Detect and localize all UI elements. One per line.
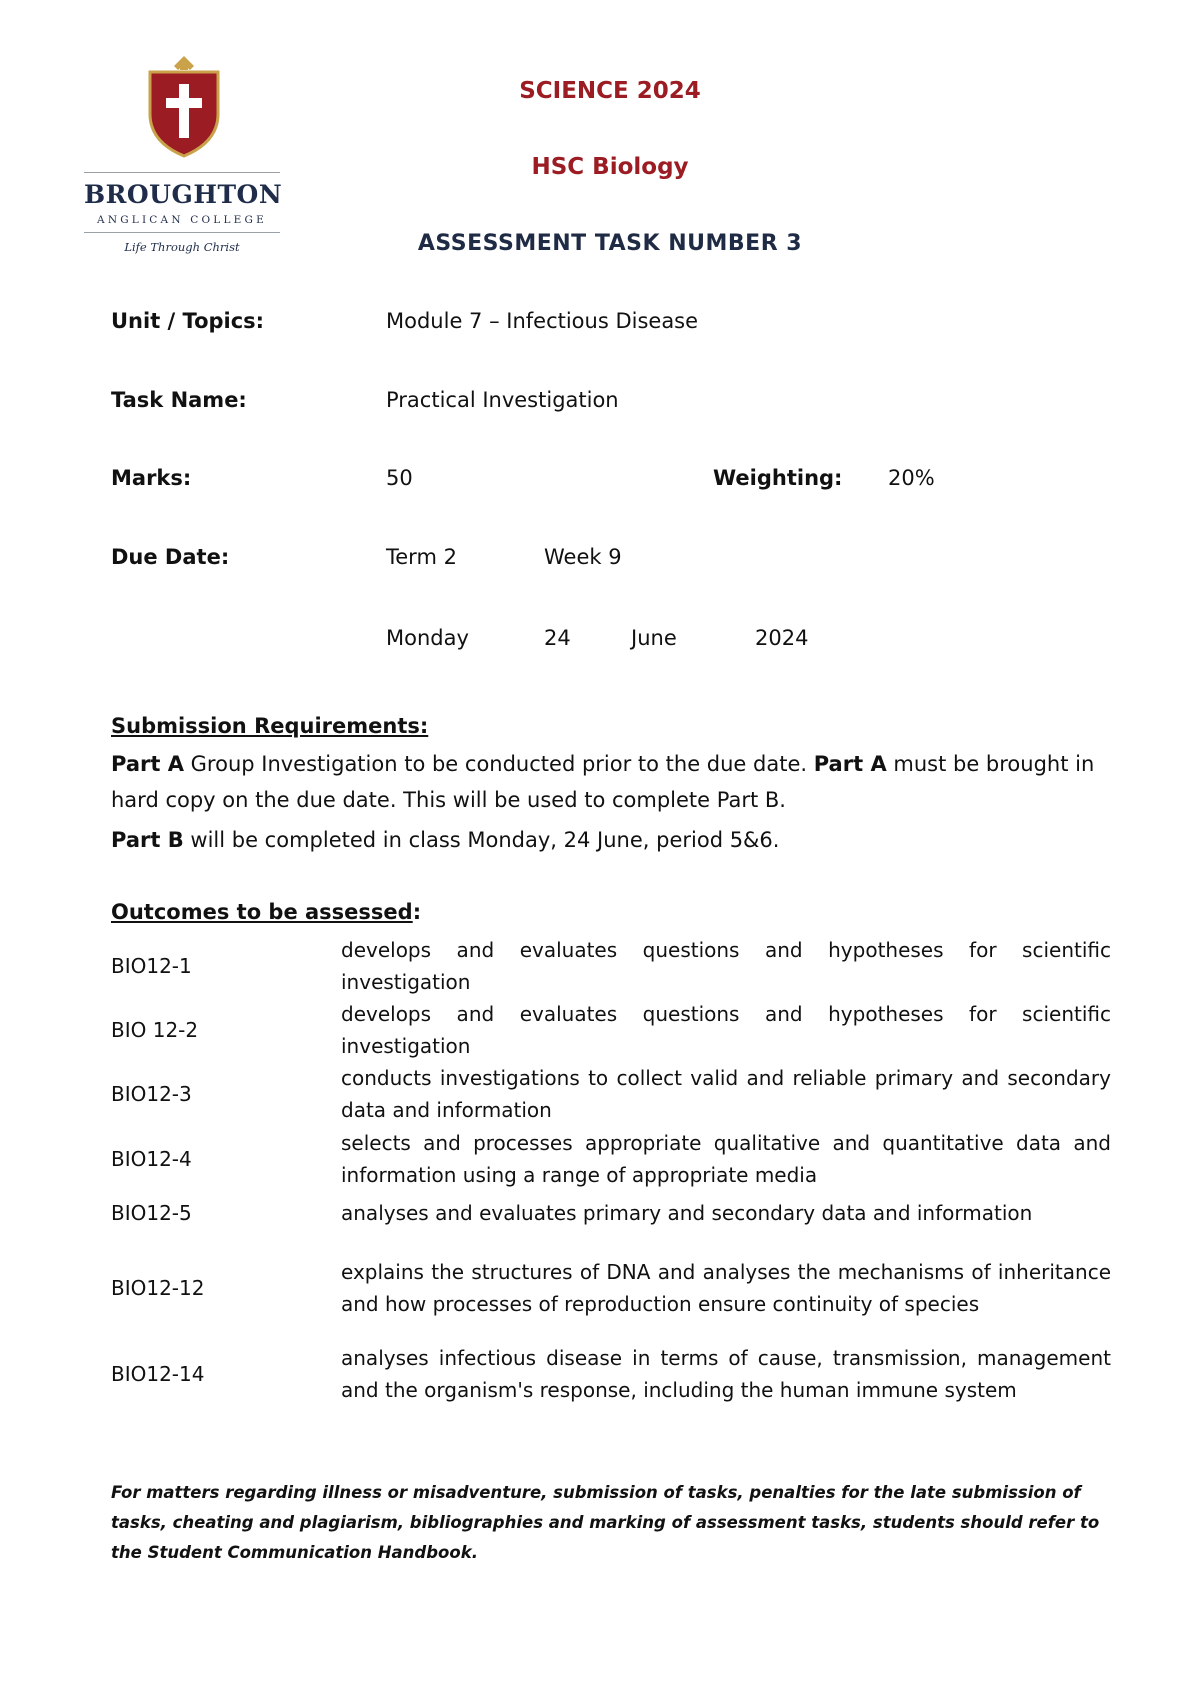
unit-label: Unit / Topics: [111,309,265,333]
task-number-title: ASSESSMENT TASK NUMBER 3 [417,231,803,256]
task-name-value: Practical Investigation [386,388,619,412]
due-day: Monday [386,626,469,650]
marks-label: Marks: [111,466,192,490]
outcome-row [111,1192,1111,1234]
outcome-description: develops and evaluates questions and hypotheses for scientific investigation [341,938,1111,994]
due-year: 2024 [755,626,809,650]
task-name-label: Task Name: [111,388,247,412]
outcome-code: BIO12-4 [111,1147,192,1171]
part-a-text: Group Investigation to be conducted prior to the due date. [183,752,814,776]
outcome-row [111,1342,1111,1406]
outcome-code: BIO12-3 [111,1082,192,1106]
submission-paragraph-2 [111,822,1111,858]
science-year-title: SCIENCE 2024 [519,78,701,104]
logo-college-subtitle: ANGLICAN COLLEGE [97,214,267,226]
outcome-row [111,1126,1111,1192]
part-a-text-second: must be brought in hard copy on the due date. This will be used to complete Part B. [111,752,1095,812]
outcome-description: explains the structures of DNA and analyses the mechanisms of inheritance and how processes of reproduction ensure continuity of species [341,1260,1111,1316]
unit-value: Module 7 – Infectious Disease [386,309,699,333]
outcome-row [111,1062,1111,1126]
due-term: Term 2 [386,545,457,569]
outcome-code: BIO12-5 [111,1201,192,1225]
logo-divider-top [84,172,280,173]
part-b-label: Part B [111,828,184,852]
subject-title: HSC Biology [531,154,689,180]
weighting-label: Weighting: [713,466,843,490]
outcome-description: analyses infectious disease in terms of cause, transmission, management and the organism's response, including the human immune system [341,1346,1111,1402]
due-week: Week 9 [544,545,622,569]
crest-cross-icon [146,54,222,158]
marks-value: 50 [386,466,413,490]
outcome-code: BIO12-1 [111,954,192,978]
policy-footer-note: For matters regarding illness or misadventure, submission of tasks, penalties for the late submission of tasks, cheating and plagiarism, bibliographies and marking of assessment tasks, students should refer to the Student Communication Handbook. [111,1483,1100,1562]
outcomes-heading: Outcomes to be assessed [111,900,413,924]
outcome-code: BIO12-14 [111,1362,205,1386]
submission-paragraph-1 [111,746,1111,818]
part-a-label: Part A [111,752,184,776]
outcome-row [111,998,1111,1062]
outcome-description: selects and processes appropriate qualitative and quantitative data and information using a range of appropriate media [341,1131,1111,1187]
due-month: June [631,626,677,650]
outcomes-table [111,934,1111,1406]
outcomes-heading-colon: : [412,900,422,924]
due-date-number: 24 [544,626,571,650]
logo-college-name: BROUGHTON [84,180,283,209]
outcome-description: analyses and evaluates primary and secondary data and information [341,1201,1033,1225]
logo-divider-bottom [84,232,280,233]
outcome-description: develops and evaluates questions and hypotheses for scientific investigation [341,1002,1111,1058]
outcome-row [111,1234,1111,1342]
outcome-code: BIO12-12 [111,1276,205,1300]
logo-motto: Life Through Christ [124,240,240,254]
weighting-value: 20% [888,466,935,490]
outcome-description: conducts investigations to collect valid and reliable primary and secondary data and information [341,1066,1111,1122]
outcomes-heading-wrap [111,900,421,924]
submission-heading: Submission Requirements: [111,714,429,738]
outcome-row [111,934,1111,998]
part-b-text: will be completed in class Monday, 24 June, period 5&6. [183,828,780,852]
due-date-label: Due Date: [111,545,230,569]
part-a-label-second: Part A [813,752,887,776]
college-logo [84,54,284,264]
outcome-code: BIO 12-2 [111,1018,199,1042]
